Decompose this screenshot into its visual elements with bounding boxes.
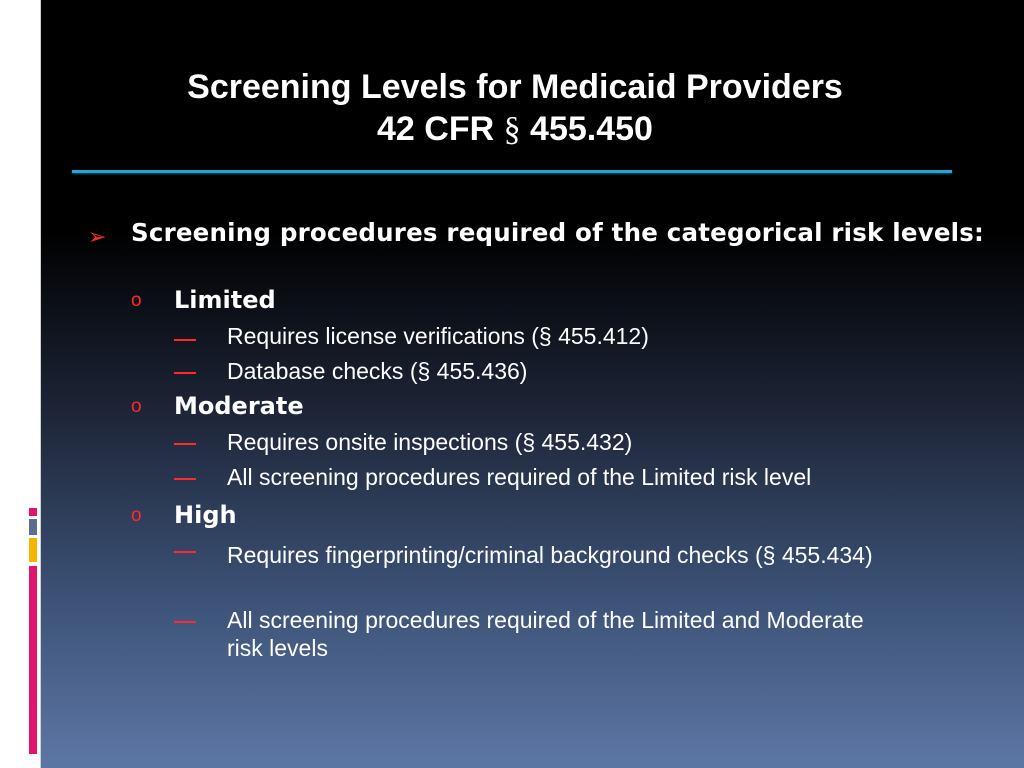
dash-bullet-icon [174, 478, 196, 480]
dash-bullet-icon [174, 372, 196, 374]
circle-bullet-icon: o [131, 396, 142, 417]
section-symbol: § [503, 111, 521, 148]
level-item: All screening procedures required of the Limited and Moderate risk levels [227, 607, 864, 661]
level-item: Requires onsite inspections (§ 455.432) [227, 429, 633, 455]
level-item: Requires fingerprinting/criminal background checks (§ 455.434) [227, 542, 873, 568]
dash-bullet-icon [174, 443, 196, 445]
level-item: Requires license verifications (§ 455.412) [227, 323, 649, 349]
title-cfr-prefix: 42 CFR [377, 110, 504, 148]
dash-bullet-icon [174, 339, 196, 341]
level-item: Database checks (§ 455.436) [227, 358, 528, 384]
title-section-number: 455.450 [520, 110, 653, 148]
level-heading-moderate: Moderate [174, 392, 304, 420]
arrow-bullet-icon: ➢ [88, 224, 107, 249]
level-heading-high: High [174, 501, 237, 529]
dash-bullet-icon [174, 621, 196, 623]
circle-bullet-icon: o [131, 505, 142, 526]
level-item: All screening procedures required of the Limited risk level [227, 464, 812, 490]
title-line-1: Screening Levels for Medicaid Providers [187, 68, 843, 106]
dash-bullet-icon [174, 551, 196, 553]
intro-text: Screening procedures required of the categorical risk levels: [131, 218, 985, 247]
circle-bullet-icon: o [131, 290, 142, 311]
level-heading-limited: Limited [174, 286, 276, 314]
